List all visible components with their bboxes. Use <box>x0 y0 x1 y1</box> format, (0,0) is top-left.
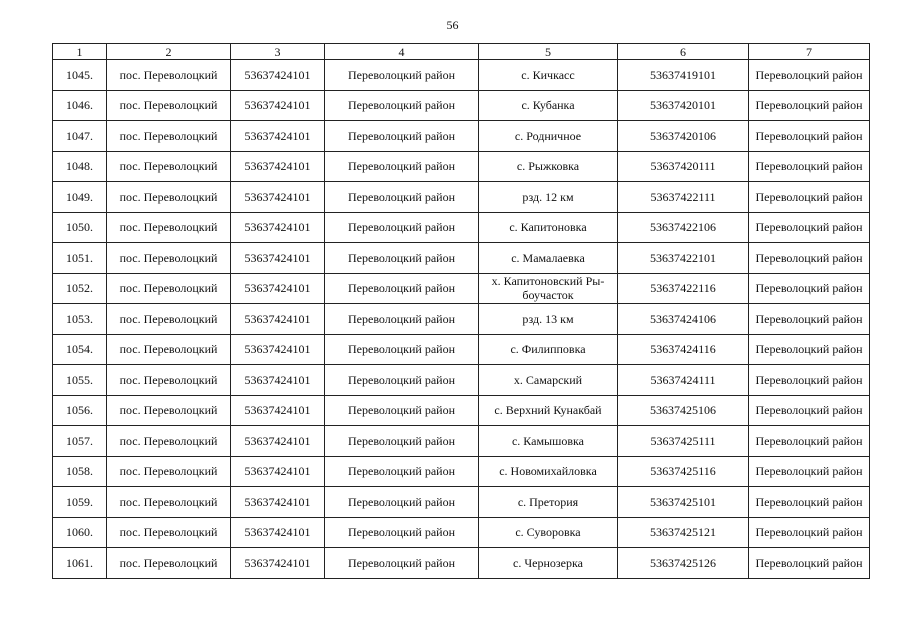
row-number-cell: 1050. <box>53 212 107 243</box>
row-number-cell: 1052. <box>53 273 107 304</box>
settlement-cell: с. Кичкасс <box>479 60 618 91</box>
oktmo-code-cell: 53637424101 <box>231 517 325 548</box>
settlement-code-cell: 53637422106 <box>618 212 749 243</box>
table-row <box>53 365 870 396</box>
table-row <box>53 334 870 365</box>
table-row <box>53 90 870 121</box>
district-cell: Переволоцкий район <box>325 304 479 335</box>
settlement-code-cell: 53637422101 <box>618 243 749 274</box>
district-cell: Переволоцкий район <box>325 517 479 548</box>
administrative-center-cell: пос. Переволоцкий <box>107 426 231 457</box>
administrative-center-cell: пос. Переволоцкий <box>107 304 231 335</box>
district-name-cell: Переволоцкий район <box>749 334 870 365</box>
settlement-cell: с. Мамалаевка <box>479 243 618 274</box>
settlement-cell: с. Кубанка <box>479 90 618 121</box>
administrative-center-cell: пос. Переволоцкий <box>107 517 231 548</box>
row-number-cell: 1046. <box>53 90 107 121</box>
district-cell: Переволоцкий район <box>325 487 479 518</box>
table-row <box>53 60 870 91</box>
row-number-cell: 1049. <box>53 182 107 213</box>
settlement-cell: с. Родничное <box>479 121 618 152</box>
table-row <box>53 273 870 304</box>
column-header: 4 <box>325 44 479 60</box>
district-name-cell: Переволоцкий район <box>749 517 870 548</box>
administrative-center-cell: пос. Переволоцкий <box>107 273 231 304</box>
oktmo-code-cell: 53637424101 <box>231 182 325 213</box>
row-number-cell: 1059. <box>53 487 107 518</box>
district-name-cell: Переволоцкий район <box>749 456 870 487</box>
row-number-cell: 1045. <box>53 60 107 91</box>
table-header-row <box>53 44 870 60</box>
row-number-cell: 1055. <box>53 365 107 396</box>
settlement-cell: с. Рыжковка <box>479 151 618 182</box>
settlement-code-cell: 53637420106 <box>618 121 749 152</box>
district-name-cell: Переволоцкий район <box>749 304 870 335</box>
district-name-cell: Переволоцкий район <box>749 273 870 304</box>
administrative-center-cell: пос. Переволоцкий <box>107 212 231 243</box>
oktmo-code-cell: 53637424101 <box>231 60 325 91</box>
table-row <box>53 395 870 426</box>
settlement-cell: х. Самарский <box>479 365 618 396</box>
row-number-cell: 1048. <box>53 151 107 182</box>
settlement-cell: с. Претория <box>479 487 618 518</box>
row-number-cell: 1057. <box>53 426 107 457</box>
administrative-center-cell: пос. Переволоцкий <box>107 182 231 213</box>
row-number-cell: 1056. <box>53 395 107 426</box>
settlement-code-cell: 53637425121 <box>618 517 749 548</box>
oktmo-code-cell: 53637424101 <box>231 273 325 304</box>
row-number-cell: 1047. <box>53 121 107 152</box>
settlement-code-cell: 53637424106 <box>618 304 749 335</box>
settlement-cell: рзд. 13 км <box>479 304 618 335</box>
district-name-cell: Переволоцкий район <box>749 182 870 213</box>
settlement-code-cell: 53637419101 <box>618 60 749 91</box>
district-name-cell: Переволоцкий район <box>749 548 870 579</box>
column-header: 1 <box>53 44 107 60</box>
settlement-code-cell: 53637425111 <box>618 426 749 457</box>
settlement-cell: с. Верхний Кунакбай <box>479 395 618 426</box>
settlement-code-cell: 53637424111 <box>618 365 749 396</box>
district-name-cell: Переволоцкий район <box>749 243 870 274</box>
district-name-cell: Переволоцкий район <box>749 151 870 182</box>
settlement-code-cell: 53637422116 <box>618 273 749 304</box>
administrative-center-cell: пос. Переволоцкий <box>107 487 231 518</box>
row-number-cell: 1054. <box>53 334 107 365</box>
oktmo-code-cell: 53637424101 <box>231 304 325 335</box>
district-cell: Переволоцкий район <box>325 90 479 121</box>
settlement-cell: рзд. 12 км <box>479 182 618 213</box>
administrative-center-cell: пос. Переволоцкий <box>107 151 231 182</box>
settlement-cell: с. Камышовка <box>479 426 618 457</box>
district-cell: Переволоцкий район <box>325 456 479 487</box>
administrative-center-cell: пос. Переволоцкий <box>107 60 231 91</box>
settlement-cell: с. Капитоновка <box>479 212 618 243</box>
administrative-center-cell: пос. Переволоцкий <box>107 365 231 396</box>
district-cell: Переволоцкий район <box>325 121 479 152</box>
district-cell: Переволоцкий район <box>325 60 479 91</box>
administrative-center-cell: пос. Переволоцкий <box>107 548 231 579</box>
table-row <box>53 548 870 579</box>
table-row <box>53 426 870 457</box>
district-name-cell: Переволоцкий район <box>749 90 870 121</box>
district-cell: Переволоцкий район <box>325 548 479 579</box>
district-name-cell: Переволоцкий район <box>749 60 870 91</box>
page-number: 56 <box>446 18 459 32</box>
oktmo-code-cell: 53637424101 <box>231 121 325 152</box>
column-header: 6 <box>618 44 749 60</box>
administrative-center-cell: пос. Переволоцкий <box>107 456 231 487</box>
table-row <box>53 487 870 518</box>
settlement-code-cell: 53637425106 <box>618 395 749 426</box>
row-number-cell: 1060. <box>53 517 107 548</box>
district-name-cell: Переволоцкий район <box>749 212 870 243</box>
settlement-code-cell: 53637420101 <box>618 90 749 121</box>
column-header: 2 <box>107 44 231 60</box>
district-name-cell: Переволоцкий район <box>749 121 870 152</box>
column-header: 5 <box>479 44 618 60</box>
settlements-table <box>52 43 870 579</box>
settlement-code-cell: 53637422111 <box>618 182 749 213</box>
settlement-cell: с. Чернозерка <box>479 548 618 579</box>
column-header: 7 <box>749 44 870 60</box>
settlement-code-cell: 53637420111 <box>618 151 749 182</box>
district-cell: Переволоцкий район <box>325 212 479 243</box>
row-number-cell: 1053. <box>53 304 107 335</box>
settlement-cell: с. Суворовка <box>479 517 618 548</box>
row-number-cell: 1051. <box>53 243 107 274</box>
district-name-cell: Переволоцкий район <box>749 395 870 426</box>
district-name-cell: Переволоцкий район <box>749 365 870 396</box>
table-row <box>53 212 870 243</box>
table-row <box>53 517 870 548</box>
district-cell: Переволоцкий район <box>325 365 479 396</box>
administrative-center-cell: пос. Переволоцкий <box>107 90 231 121</box>
settlement-code-cell: 53637425116 <box>618 456 749 487</box>
district-name-cell: Переволоцкий район <box>749 487 870 518</box>
district-name-cell: Переволоцкий район <box>749 426 870 457</box>
table-row <box>53 151 870 182</box>
settlement-cell: с. Новомихайловка <box>479 456 618 487</box>
oktmo-code-cell: 53637424101 <box>231 456 325 487</box>
oktmo-code-cell: 53637424101 <box>231 151 325 182</box>
administrative-center-cell: пос. Переволоцкий <box>107 395 231 426</box>
settlement-code-cell: 53637425126 <box>618 548 749 579</box>
oktmo-code-cell: 53637424101 <box>231 548 325 579</box>
district-cell: Переволоцкий район <box>325 426 479 457</box>
oktmo-code-cell: 53637424101 <box>231 90 325 121</box>
table-row <box>53 182 870 213</box>
district-cell: Переволоцкий район <box>325 182 479 213</box>
table-body <box>53 60 870 579</box>
table-row <box>53 456 870 487</box>
oktmo-code-cell: 53637424101 <box>231 365 325 396</box>
settlement-cell: х. Капитоновский Ры-боучасток <box>479 273 618 304</box>
district-cell: Переволоцкий район <box>325 395 479 426</box>
district-cell: Переволоцкий район <box>325 151 479 182</box>
table-row <box>53 304 870 335</box>
settlement-code-cell: 53637424116 <box>618 334 749 365</box>
oktmo-code-cell: 53637424101 <box>231 243 325 274</box>
oktmo-code-cell: 53637424101 <box>231 212 325 243</box>
administrative-center-cell: пос. Переволоцкий <box>107 121 231 152</box>
table-row <box>53 243 870 274</box>
settlement-code-cell: 53637425101 <box>618 487 749 518</box>
district-cell: Переволоцкий район <box>325 273 479 304</box>
oktmo-code-cell: 53637424101 <box>231 426 325 457</box>
settlement-cell: с. Филипповка <box>479 334 618 365</box>
oktmo-code-cell: 53637424101 <box>231 334 325 365</box>
table-row <box>53 121 870 152</box>
oktmo-code-cell: 53637424101 <box>231 487 325 518</box>
district-cell: Переволоцкий район <box>325 334 479 365</box>
district-cell: Переволоцкий район <box>325 243 479 274</box>
column-header: 3 <box>231 44 325 60</box>
administrative-center-cell: пос. Переволоцкий <box>107 243 231 274</box>
row-number-cell: 1058. <box>53 456 107 487</box>
row-number-cell: 1061. <box>53 548 107 579</box>
administrative-center-cell: пос. Переволоцкий <box>107 334 231 365</box>
oktmo-code-cell: 53637424101 <box>231 395 325 426</box>
